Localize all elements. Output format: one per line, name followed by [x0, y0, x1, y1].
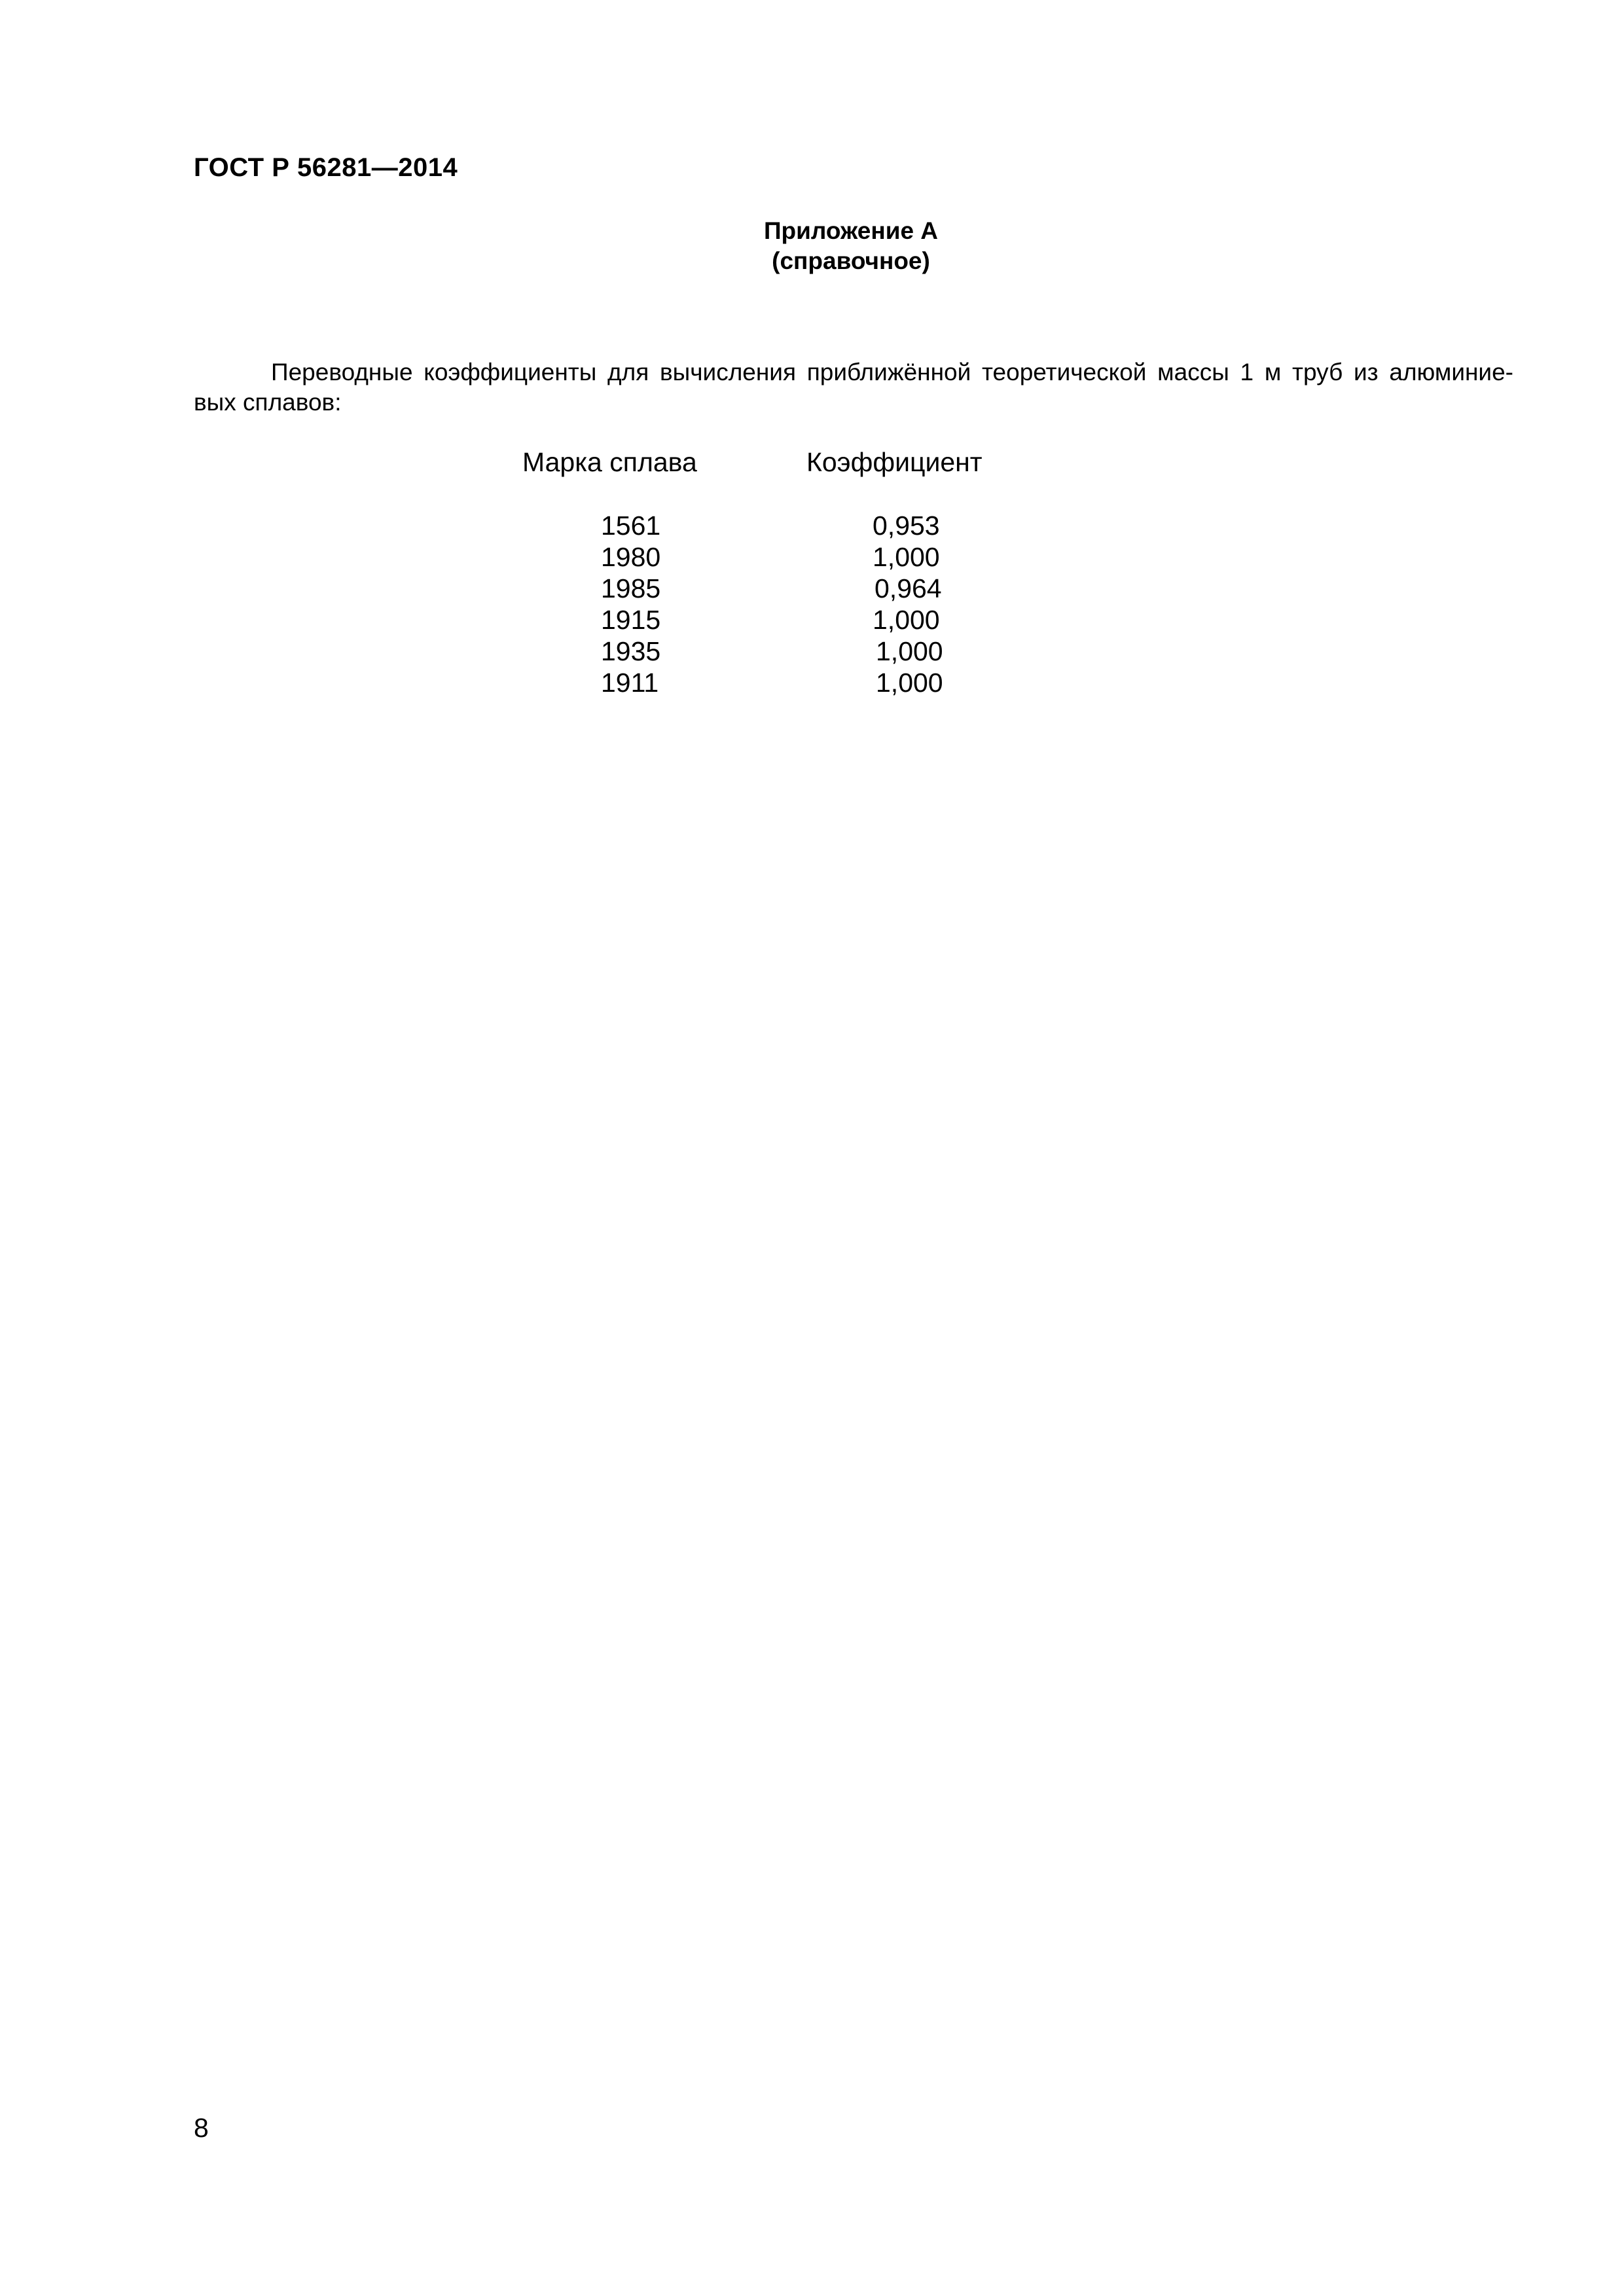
- table-row: [0, 668, 1624, 699]
- cell-coefficient: 0,953: [873, 511, 940, 541]
- cell-grade: 1561: [601, 511, 661, 541]
- table-row: [0, 511, 1624, 542]
- column-header-grade: Марка сплава: [522, 447, 697, 477]
- column-header-coefficient: Коэффициент: [806, 447, 983, 477]
- cell-coefficient: 0,964: [875, 573, 942, 603]
- cell-coefficient: 1,000: [876, 668, 943, 698]
- intro-line-1: Переводные коэффициенты для вычисления приближённой теоретической массы 1 м труб из алюминие-: [271, 359, 1513, 386]
- coefficient-table: [0, 0, 1624, 720]
- document-code: ГОСТ Р 56281—2014: [194, 153, 458, 182]
- table-row: [0, 573, 1624, 605]
- cell-grade: 1985: [601, 573, 661, 603]
- cell-grade: 1915: [601, 605, 661, 635]
- table-row: [0, 605, 1624, 636]
- appendix-title: Приложение А: [763, 217, 939, 244]
- table-row: [0, 636, 1624, 668]
- table-row: [0, 542, 1624, 573]
- cell-coefficient: 1,000: [873, 542, 940, 572]
- page-number: 8: [194, 2113, 209, 2143]
- cell-grade: 1980: [601, 542, 661, 572]
- cell-grade: 1911: [601, 668, 659, 698]
- intro-line-2: вых сплавов:: [194, 389, 342, 416]
- cell-coefficient: 1,000: [876, 636, 943, 666]
- cell-coefficient: 1,000: [873, 605, 940, 635]
- cell-grade: 1935: [601, 636, 661, 666]
- appendix-subtitle: (справочное): [772, 247, 930, 274]
